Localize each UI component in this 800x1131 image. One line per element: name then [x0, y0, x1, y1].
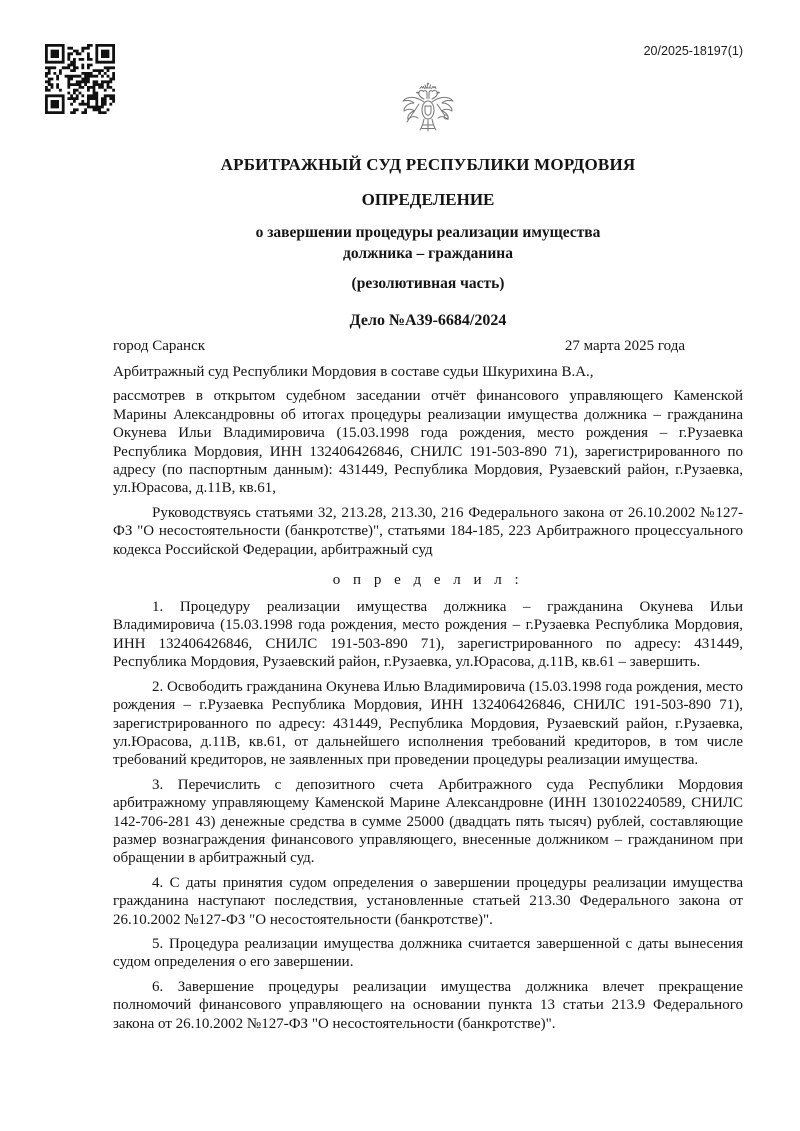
- ruling-item-1: 1. Процедуру реализации имущества должника – гражданина Окунева Ильи Владимировича (15.03.1998 года рождения, место рождения – г.Рузаевка Республика Мордовия, ИНН 132406426846, СНИЛС 191-503-890 71), зарегистрированного по адресу: 431449, Республика Мордовия, Рузаевский район, г.Рузаевка, ул.Юрасова, д.11В, кв.61 – завершить.: [113, 599, 743, 671]
- considered-paragraph: рассмотрев в открытом судебном заседании отчёт финансового управляющего Каменской Марины Александровны об итогах процедуры реализации имущества должника – гражданина Окунева Ильи Владимировича (15.03.1998 года рождения, место рождения – г.Рузаевка Республика Мордовия, ИНН 132406426846, СНИЛС 191-503-890 71), зарегистрированного по адресу (по паспортным данным): 431449, Республика Мордовия, Рузаевский район, г.Рузаевка, ул.Юрасова, д.11В, кв.61,: [113, 388, 743, 497]
- resolutive-part-label: (резолютивная часть): [351, 275, 505, 292]
- document-subtitle-line1: о завершении процедуры реализации имущества: [255, 224, 601, 241]
- court-name: АРБИТРАЖНЫЙ СУД РЕСПУБЛИКИ МОРДОВИЯ: [220, 155, 636, 174]
- ruling-item-2: 2. Освободить гражданина Окунева Илью Владимировича (15.03.1998 года рождения, место рождения – г.Рузаевка Республика Мордовия, ИНН 132406426846, СНИЛС 191-503-890 71), зарегистрированного по адресу: 431449, Республика Мордовия, Рузаевский район, г.Рузаевка, ул.Юрасова, д.11В, кв.61, от дальнейшего исполнения требований кредиторов, в том числе требований кредиторов, не заявленных при проведении процедуры реализации имущества.: [113, 678, 743, 769]
- qr-code-icon: [44, 44, 116, 114]
- ruling-item-4: 4. С даты принятия судом определения о завершении процедуры реализации имущества гражданина наступают последствия, установленные статьей 213.30 Федерального закона от 26.10.2002 №127-ФЗ "О несостоятельности (банкротстве)".: [113, 874, 743, 928]
- ruling-item-5: 5. Процедура реализации имущества должника считается завершенной с даты вынесения судом определения о его завершении.: [113, 935, 743, 971]
- document-subtitle-line2: должника – гражданина: [343, 245, 513, 262]
- document-title: ОПРЕДЕЛЕНИЕ: [361, 190, 495, 209]
- city-label: город Саранск: [113, 338, 206, 354]
- date-label: 27 марта 2025 года: [564, 338, 685, 354]
- ruling-item-3: 3. Перечислить с депозитного счета Арбитражного суда Республики Мордовия арбитражному управляющему Каменской Марине Александровне (ИНН 130102240589, СНИЛС 142-706-281 43) денежные средства в сумме 25000 (двадцать пять тысяч) рублей, составляющие размер вознаграждения финансового управляющего, внесенные должником – гражданином при обращении в арбитражный суд.: [113, 776, 743, 867]
- ruled-label: о п р е д е л и л :: [332, 572, 524, 589]
- guided-by-paragraph: Руководствуясь статьями 32, 213.28, 213.30, 216 Федерального закона от 26.10.2002 №127-ФЗ "О несостоятельности (банкротстве)", статьями 184-185, 223 Арбитражного процессуального кодекса Российской Федерации, арбитражный суд: [113, 504, 743, 558]
- russia-coat-of-arms-icon: [397, 82, 459, 148]
- place-date-row: [113, 336, 743, 357]
- judge-line: Арбитражный суд Республики Мордовия в составе судьи Шкурихина В.А.,: [113, 364, 594, 380]
- case-number: Дело №А39-6684/2024: [349, 312, 507, 329]
- document-number: 20/2025-18197(1): [643, 44, 743, 58]
- ruling-item-6: 6. Завершение процедуры реализации имущества должника влечет прекращение полномочий финансового управляющего на основании пункта 13 статьи 213.9 Федерального закона от 26.10.2002 №127-ФЗ "О несостоятельности (банкротстве)".: [113, 978, 743, 1032]
